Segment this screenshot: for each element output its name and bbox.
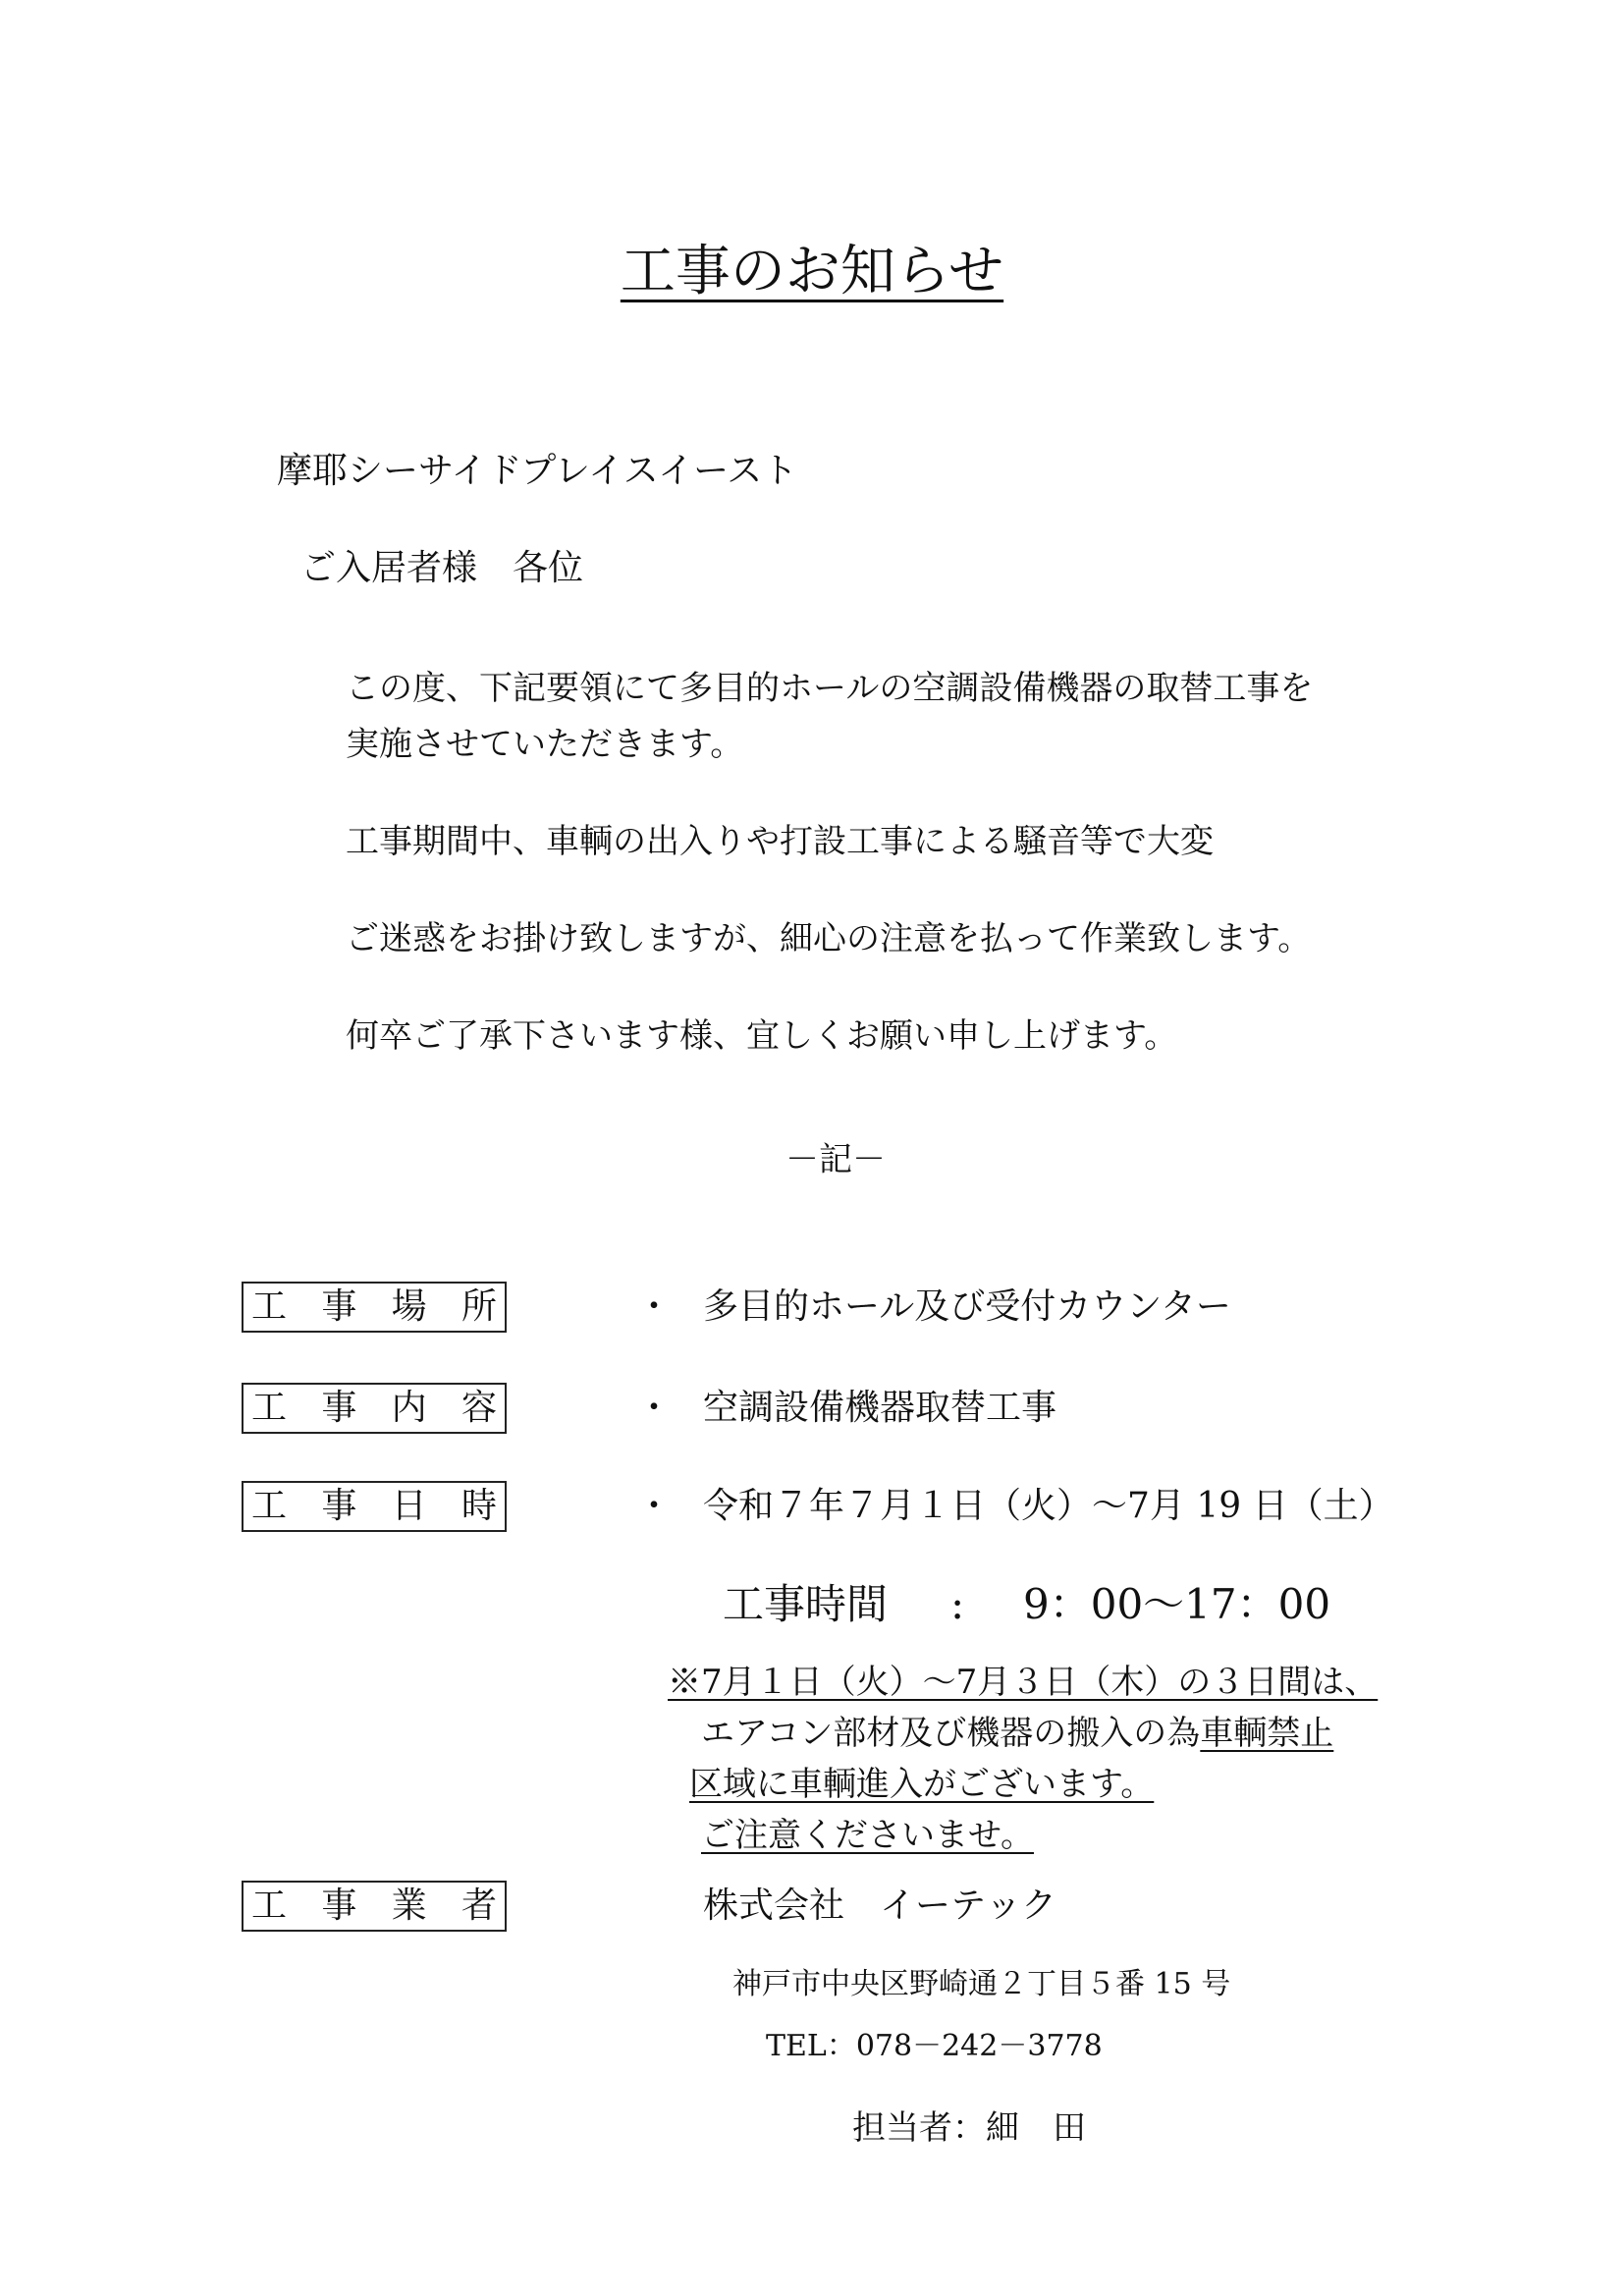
note-line-2: [701, 1711, 1333, 1756]
contact-person: 担当者：細 田: [852, 2108, 1086, 2148]
body-paragraph-1-line-2: 実施させていただきます。: [346, 725, 744, 764]
contractor-name: 株式会社 イーテック: [703, 1886, 1057, 1926]
date-label: 工 事 日 時: [242, 1481, 507, 1532]
building-name: 摩耶シーサイドプレイスイースト: [277, 451, 798, 491]
bullet: ・: [636, 1286, 673, 1327]
body-paragraph-3: ご迷惑をお掛け致しますが、細心の注意を払って作業致します。: [346, 919, 1312, 958]
note-line-1: ※7月１日（火）～7月３日（木）の３日間は、: [668, 1663, 1379, 1702]
body-paragraph-2: 工事期間中、車輌の出入りや打設工事による騒音等で大変: [346, 822, 1214, 861]
body-paragraph-1-line-1: この度、下記要領にて多目的ホールの空調設備機器の取替工事を: [346, 669, 1314, 708]
note-line-3: 区域に車輌進入がございます。: [689, 1765, 1155, 1804]
addressee: ご入居者様 各位: [300, 548, 584, 588]
content-value: 空調設備機器取替工事: [703, 1388, 1057, 1428]
note-line-2-emphasis: 車輌禁止: [1200, 1714, 1334, 1753]
note-line-2-text: エアコン部材及び機器の搬入の為: [701, 1714, 1201, 1753]
location-value: 多目的ホール及び受付カウンター: [703, 1286, 1231, 1327]
date-value: 令和７年７月１日（火）～7月 19 日（土）: [703, 1486, 1394, 1526]
contractor-label: 工 事 業 者: [242, 1881, 507, 1932]
location-label: 工 事 場 所: [242, 1282, 507, 1333]
contractor-tel: TEL：078－242－3778: [766, 2029, 1103, 2063]
page-title: 工事のお知らせ: [620, 240, 1004, 303]
content-label: 工 事 内 容: [242, 1383, 507, 1434]
hours-value: 9：00～17：00: [1023, 1580, 1331, 1628]
note-line-4: ご注意くださいませ。: [701, 1816, 1034, 1855]
contractor-address: 神戸市中央区野崎通２丁目５番 15 号: [732, 1967, 1231, 2001]
hours-label: 工事時間: [723, 1580, 889, 1628]
body-paragraph-4: 何卒ご了承下さいます様、宜しくお願い申し上げます。: [346, 1016, 1178, 1056]
bullet: ・: [636, 1486, 673, 1526]
bullet: ・: [636, 1388, 673, 1428]
hours-separator: :: [950, 1580, 965, 1628]
ki-heading: －記－: [785, 1140, 886, 1179]
